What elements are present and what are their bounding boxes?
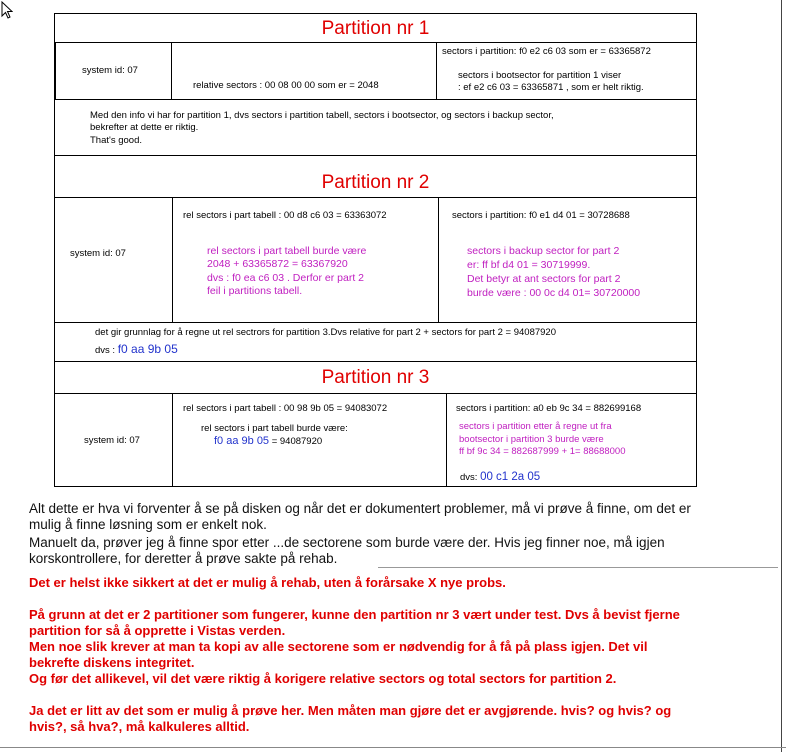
p1-system-id: system id: 07 [82,65,138,76]
red-note-line-2: På grunn at det er 2 partitioner som fungerer, kunne den partition nr 3 vært under test. Dvs å bevist fjerne [29,607,680,622]
p3-rel-should: rel sectors i part tabell burde være: [201,423,348,434]
body-paragraph-line-3: Manuelt da, prøver jeg å finne spor etter ...de sectorene som burde være der. Hvis jeg finner noe, må igjen [29,535,665,550]
p2-rel-should-line-4: feil i partitions tabell. [207,285,303,297]
page-edge-right [781,0,782,752]
partition-3-title: Partition nr 3 [321,367,430,388]
red-note-line-7: Ja det er litt av det som er mulig å prøve her. Men måten man gjøre det er avgjørende. hvis? og hvis? og [29,703,672,718]
p3-rel-value [214,435,322,448]
p2-system-id: system id: 07 [70,248,126,259]
p1-bootsector-line-2: : ef e2 c6 03 = 63365871 , som er helt riktig. [458,82,644,93]
p3-dvs-label: dvs: [460,472,481,483]
p1-sectors: sectors i partition: f0 e2 c6 03 som er = 63365872 [442,46,651,57]
p3-rel-table: rel sectors i part tabell : 00 98 9b 05 = 94083072 [183,403,388,414]
p2-backup-line-4: burde være : 00 0c d4 01= 30720000 [467,287,641,299]
p1-note-line-2: bekrefter at dette er riktig. [90,122,199,133]
body-paragraph-line-1: Alt dette er hva vi forventer å se på disken og når det er dokumentert problemer, må vi prøve å finne, om det er [29,501,691,516]
red-note-line-6: Og før det allikevel, vil det være riktig å korigere relative sectors og total sectors for partition 2. [29,671,617,686]
p2-dvs-value: f0 aa 9b 05 [117,342,178,356]
p2-backup-line-1: sectors i backup sector for part 2 [467,245,620,257]
red-note-line-4: Men noe slik krever at man ta kopi av alle sectorene som er nødvendig for å få på plass igjen. Det vil [29,639,648,654]
p3-calc-line-3: ff bf 9c 34 = 882687999 + 1= 88688000 [459,446,626,457]
p3-rel-hex: f0 aa 9b 05 [214,435,270,447]
p3-system-id: system id: 07 [84,435,140,446]
p3-sectors: sectors i partition: a0 eb 9c 34 = 882699168 [456,403,642,414]
p3-dvs-value: 00 c1 2a 05 [480,471,541,483]
p2-rel-should-line-3: dvs : f0 ea c6 03 . Derfor er part 2 [207,272,364,284]
p1-bootsector-line-1: sectors i bootsector for partition 1 viser [458,70,622,81]
p3-dvs [460,471,540,484]
p2-backup-line-2: er: ff bf d4 01 = 30719999. [467,259,591,271]
p3-calc-line-2: bootsector i partition 3 burde være [459,434,604,445]
body-paragraph-line-4: korskontrollere, for deretter å prøve sakte på rehab. [29,551,338,566]
p1-note-line-1: Med den info vi har for partition 1, dvs sectors i partition tabell, sectors i bootsector, og sectors i backup sector, [90,110,554,121]
p1-relative-sectors: relative sectors : 00 08 00 00 som er = 2048 [193,80,379,91]
partition-2-title: Partition nr 2 [321,172,430,193]
p1-note-line-3: That's good. [90,135,142,146]
p2-rel-should-line-2: 2048 + 63365872 = 63367920 [207,258,348,270]
red-note-line-5: bekrefte diskens integritet. [29,655,195,670]
p2-rel-should-line-1: rel sectors i part tabell burde være [207,245,367,257]
mouse-cursor-icon [1,1,13,20]
red-note-line-3: partition for så å opprette i Vistas verden. [29,623,286,638]
page-edge-bottom [0,747,786,748]
body-paragraph-line-2: mulig å finne løsning som er enkelt nok. [29,517,267,532]
p3-rel-decimal: = 94087920 [269,436,323,447]
p2-dvs-label: dvs : [95,345,118,356]
partition-1-title: Partition nr 1 [321,18,430,39]
red-note-line-8: hvis?, så hva?, må kalkuleres alltid. [29,719,250,734]
p2-sectors: sectors i partition: f0 e1 d4 01 = 30728688 [452,210,630,221]
red-note-line-1: Det er helst ikke sikkert at det er mulig å rehab, uten å forårsake X nye probs. [29,575,506,590]
p2-rel-table: rel sectors i part tabell : 00 d8 c6 03 = 63363072 [183,210,387,221]
p2-basis: det gir grunnlag for å regne ut rel sectrors for partition 3.Dvs relative for part 2 + sectors for part 2 = 94087920 [95,327,556,338]
p3-calc-line-1: sectors i partition etter å regne ut fra [459,421,612,432]
p2-dvs [95,343,178,357]
p2-backup-line-3: Det betyr at ant sectors for part 2 [467,273,621,285]
